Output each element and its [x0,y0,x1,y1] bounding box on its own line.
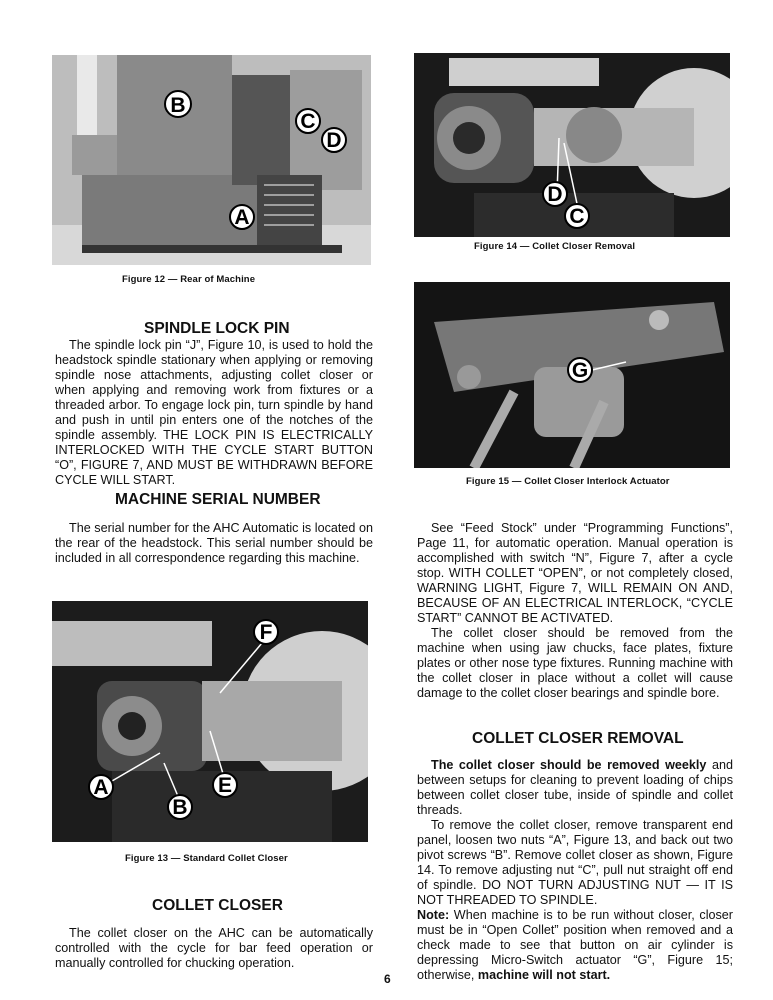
collet-closer-removal-heading: COLLET CLOSER REMOVAL [472,730,684,747]
callout-g [568,358,592,382]
figure-12-photo [52,55,371,265]
figure-12-caption: Figure 12 — Rear of Machine [122,274,256,285]
collet-closer-body: The collet closer on the AHC can be automatically controlled with the cycle for bar feed operation or manually controlled for chucking operation. [55,926,373,970]
feed-stock-text: See “Feed Stock” under “Programming Functions”, Page 11, for automatic operation. Manual operation is accomplished with switch “N”, Figure 7, after a cycle stop. WITH COLLET “OPEN”, or not completely closed, WARNING LIGHT, Figure 7, WILL REMAIN ON AND, BECAUSE OF AN ELECTRICAL INTERLOCK, “CYCLE START” CANNOT BE ACTIVATED. The collet closer should be removed from the machine when using jaw chucks, face plates, fixture plates or other nose type fixtures. Running machine with the collet closer in place without a collet will cause damage to the collet closer bearings and spindle bore. [417,521,733,700]
figure-13-photo [52,601,368,842]
figure-15-caption: Figure 15 — Collet Closer Interlock Actuator [466,476,670,487]
svg-text:D: D [326,129,342,152]
svg-text:C: C [300,110,316,133]
svg-text:B: B [172,796,188,819]
svg-text:E: E [217,774,233,797]
svg-text:F: F [259,621,273,644]
callout-c [565,204,589,228]
callout-f [254,620,278,644]
figure-14-caption: Figure 14 — Collet Closer Removal [474,241,636,252]
serial-number-body: The serial number for the AHC Automatic is located on the rear of the headstock. This serial number should be included in all correspondence regarding this machine. [55,521,373,565]
svg-text:C: C [569,205,585,228]
serial-number-heading: MACHINE SERIAL NUMBER [115,491,321,508]
callout-b [168,795,192,819]
svg-text:A: A [234,206,250,229]
svg-text:G: G [571,359,589,382]
callout-a [89,775,113,799]
callout-e [213,773,237,797]
figure-13-caption: Figure 13 — Standard Collet Closer [125,853,288,864]
callout-a [230,205,254,229]
svg-text:A: A [93,776,109,799]
figure-14-photo [414,53,730,237]
callout-c [296,109,320,133]
svg-text:B: B [170,94,186,117]
page-number: 6 [384,972,391,986]
collet-closer-removal-body: The collet closer should be removed weekly and between setups for cleaning to prevent loading of chips between collet closer tube, inside of spindle and collet threads. To remove the collet closer, remove transparent end panel, loosen two nuts “A”, Figure 13, and back out two pivot screws “B”. Remove collet closer as shown, Figure 14. To remove adjusting nut “C”, pull nut straight off end of spindle. DO NOT TURN ADJUSTING NUT — IT IS NOT THREADED TO SPINDLE. Note: When machine is to be run without closer, closer must be in “Open Collet” position when removed and a check made to see that button on air cylinder is depressing Micro-Switch actuator “G”, Figure 15; otherwise, machine will not start. [417,758,733,982]
spindle-lock-body: The spindle lock pin “J”, Figure 10, is used to hold the headstock spindle stationary when applying or removing spindle nose attachments, adjusting collet closer or when applying and removing work from fixtures or a threaded arbor. To engage lock pin, turn spindle by hand and push in until pin enters one of the notches of the spindle assembly. THE LOCK PIN IS ELECTRICALLY INTERLOCKED WITH THE CYCLE START BUTTON “O”, FIGURE 7, AND MUST BE WITHDRAWN BEFORE CYCLE WILL START. [55,338,373,487]
callout-b [165,91,191,117]
callout-d [322,128,346,152]
figure-15-photo [414,282,730,468]
spindle-lock-heading: SPINDLE LOCK PIN [144,320,290,337]
callout-d [543,182,567,206]
svg-text:D: D [547,183,563,206]
collet-closer-heading: COLLET CLOSER [152,897,283,914]
